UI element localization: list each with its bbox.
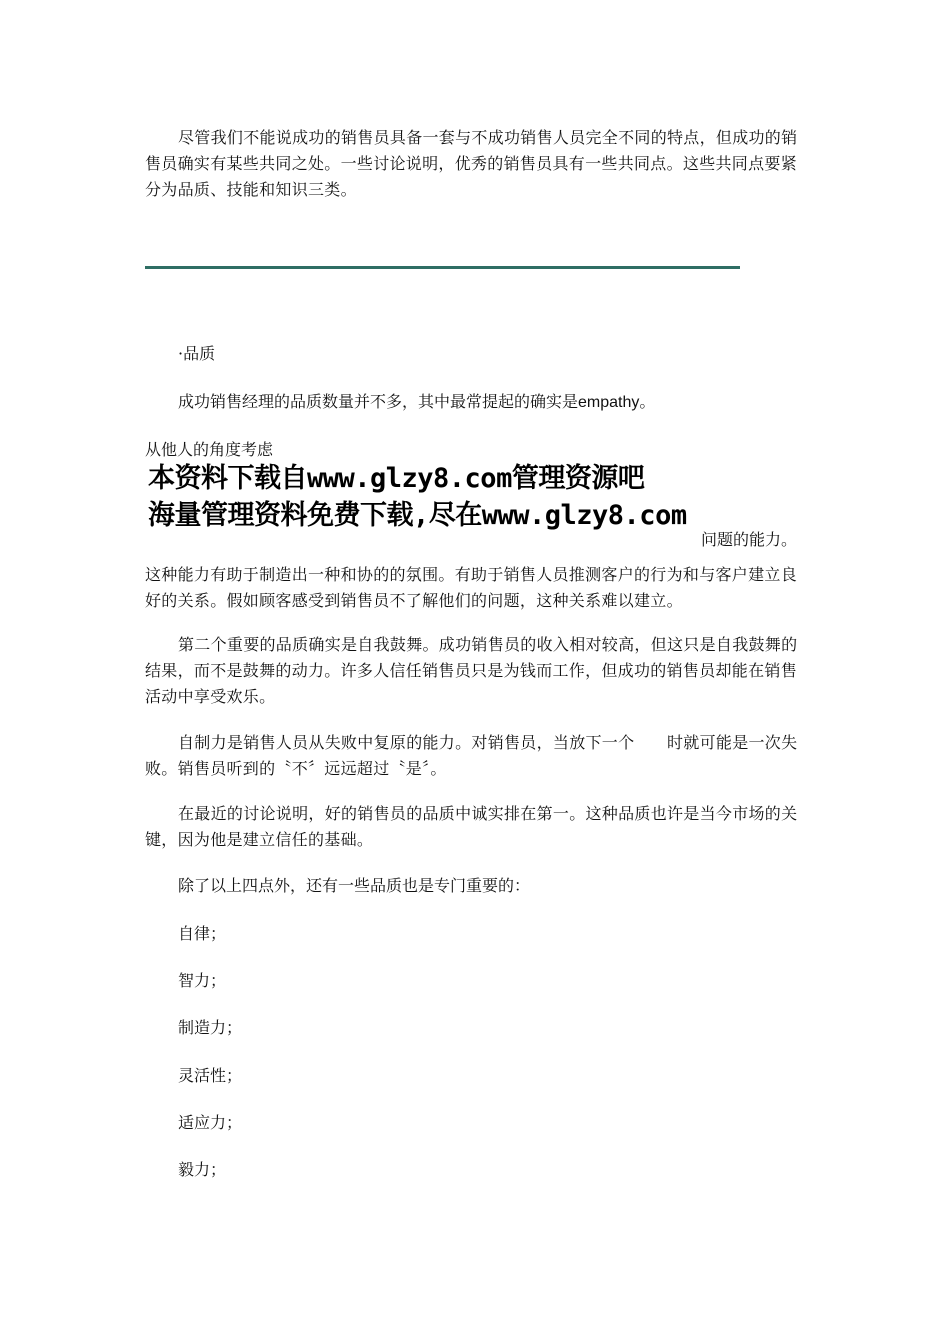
self-control-paragraph: 自制力是销售人员从失败中复原的能力。对销售员，当放下一个 时就可能是一次失败。销售员听到的〝不〞远远超过〝是〞。: [145, 733, 798, 778]
self-motivation-paragraph: 第二个重要的品质确实是自我鼓舞。成功销售员的收入相对较高，但这只是自我鼓舞的结果，而不是鼓舞的动力。许多人信任销售员只是为钱而工作，但成功的销售员却能在销售活动中享受欢乐。: [145, 635, 798, 706]
honesty-paragraph: 在最近的讨论说明，好的销售员的品质中诚实排在第一。这种品质也许是当今市场的关键，因为他是建立信任的基础。: [145, 804, 798, 849]
section-heading: ·品质: [178, 344, 216, 363]
quality-list-item: 毅力；: [178, 1160, 227, 1179]
watermark-line-1: 本资料下载自www.glzy8.com管理资源吧: [148, 463, 645, 494]
quality-list-item: 适应力；: [178, 1113, 243, 1132]
empathy-paragraph: [178, 389, 655, 416]
perspective-line: 从他人的角度考虑: [145, 440, 274, 459]
watermark-line-2: 海量管理资料免费下载,尽在www.glzy8.com: [148, 500, 687, 531]
empathy-text-after: 。: [639, 392, 656, 411]
quality-list-item: 自律；: [178, 924, 227, 943]
empathy-term: empathy: [578, 394, 640, 411]
quality-list-item: 制造力；: [178, 1018, 243, 1037]
section-divider: [145, 266, 740, 269]
harmony-paragraph: 这种能力有助于制造出一种和协的的氛围。有助于销售人员推测客户的行为和与客户建立良好的关系。假如顾客感受到销售员不了解他们的问题，这种关系难以建立。: [145, 565, 798, 610]
intro-paragraph: 尽管我们不能说成功的销售员具备一套与不成功销售人员完全不同的特点，但成功的销售员确实有某些共同之处。一些讨论说明，优秀的销售员具有一些共同点。这些共同点要紧分为品质、技能和知识三类。: [145, 128, 798, 199]
empathy-text-before: 成功销售经理的品质数量并不多，其中最常提起的确实是: [178, 392, 579, 411]
quality-list-item: 灵活性；: [178, 1066, 243, 1085]
other-qualities-intro: 除了以上四点外，还有一些品质也是专门重要的：: [178, 876, 531, 895]
quality-list-item: 智力；: [178, 971, 227, 990]
perspective-tail: 问题的能力。: [701, 530, 798, 549]
